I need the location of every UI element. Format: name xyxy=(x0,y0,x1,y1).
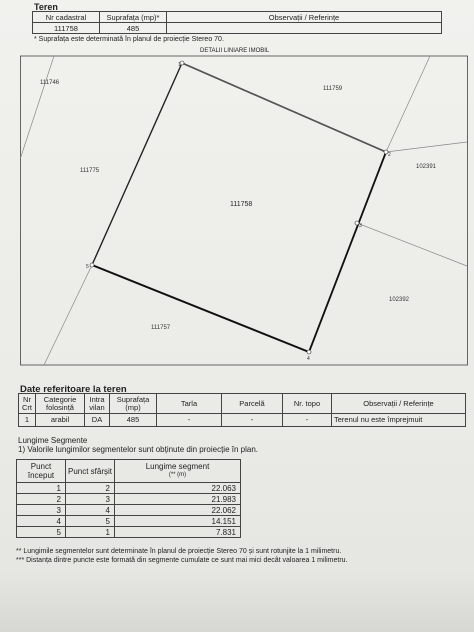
segments-header-length-label: Lungime segment xyxy=(145,462,210,471)
table-row xyxy=(17,494,241,505)
teren-cell-suprafata: 485 xyxy=(100,23,167,34)
neighbor-parcel-label: 111775 xyxy=(80,168,100,174)
segment-start: 2 xyxy=(17,494,66,505)
neighbor-parcel-label: 102392 xyxy=(389,297,410,303)
neighbor-parcel-label: 111757 xyxy=(151,325,171,331)
segment-end: 2 xyxy=(66,483,115,494)
segments-footnote-2: *** Distanța dintre puncte este formată din segmente cumulate ce sunt mai mici decât valoarea 1 milimetru. xyxy=(16,557,348,564)
table-row xyxy=(17,527,241,538)
land-header-tarla: Tarla xyxy=(157,394,222,414)
segment-length: 7.831 xyxy=(115,527,241,538)
segments-header-start: Punct început xyxy=(17,460,66,483)
segment-start: 1 xyxy=(17,483,66,494)
segments-heading: Lungime Segmente xyxy=(18,436,88,445)
point-number-label: 3 xyxy=(359,223,362,229)
segment-end: 3 xyxy=(66,494,115,505)
land-cell-nr-topo: - xyxy=(283,414,332,427)
teren-header-suprafata: Suprafața (mp)* xyxy=(100,12,167,23)
segments-header-unit: (** (m) xyxy=(168,472,187,478)
segments-header-length xyxy=(115,460,241,483)
neighbor-parcel-label: 111759 xyxy=(323,86,343,92)
land-cell-parcela: - xyxy=(222,414,283,427)
land-header-nr-topo: Nr. topo xyxy=(283,394,332,414)
neighbor-parcel-label: 111746 xyxy=(40,80,60,86)
land-cell-intravilan: DA xyxy=(85,414,110,427)
land-cell-tarla: - xyxy=(157,414,222,427)
table-row xyxy=(17,516,241,527)
land-data-table xyxy=(18,393,466,427)
segments-subtitle: 1) Valorile lungimilor segmentelor sunt obținute din proiecție în plan. xyxy=(18,445,258,454)
plan-caption: DETALII LINIARE IMOBIL xyxy=(200,48,270,54)
segment-length: 22.063 xyxy=(115,483,241,494)
land-cell-nr: 1 xyxy=(19,414,36,427)
vertex-marker xyxy=(307,350,311,354)
land-cell-categorie: arabil xyxy=(36,414,85,427)
parcel-plan xyxy=(20,48,468,366)
neighbor-parcel-label: 102391 xyxy=(416,164,437,170)
segments-table xyxy=(16,459,241,538)
segment-length: 22.062 xyxy=(115,505,241,516)
teren-table xyxy=(32,11,442,34)
segment-end: 5 xyxy=(66,516,115,527)
land-cell-suprafata: 485 xyxy=(110,414,157,427)
teren-heading: Teren xyxy=(34,2,58,12)
teren-cell-nr-cadastral: 111758 xyxy=(33,23,100,34)
land-header-nr: Nr Crt xyxy=(19,394,36,414)
land-header-parcela: Parcelă xyxy=(222,394,283,414)
land-header-observatii: Observații / Referințe xyxy=(332,394,466,414)
land-cell-observatii: Terenul nu este împrejmuit xyxy=(332,414,466,427)
teren-header-nr-cadastral: Nr cadastral xyxy=(33,12,100,23)
main-parcel-label: 111758 xyxy=(230,201,253,208)
land-header-intravilan: Intra vilan xyxy=(85,394,110,414)
segments-footnote-1: ** Lungimile segmentelor sunt determinate în planul de proiecție Stereo 70 și sunt rotunjite la 1 milimetru. xyxy=(16,548,342,555)
land-header-suprafata: Suprafața (mp) xyxy=(110,394,157,414)
segment-end: 1 xyxy=(66,527,115,538)
segment-length: 14.151 xyxy=(115,516,241,527)
segment-end: 4 xyxy=(66,505,115,516)
segments-header-end: Punct sfârșit xyxy=(66,460,115,483)
segment-start: 4 xyxy=(17,516,66,527)
point-number-label: 5 xyxy=(86,264,89,270)
segment-start: 5 xyxy=(17,527,66,538)
teren-header-observatii: Observații / Referințe xyxy=(167,12,442,23)
point-number-label: 4 xyxy=(307,356,310,362)
land-header-categorie: Categorie folosință xyxy=(36,394,85,414)
page-shadow xyxy=(0,570,474,632)
table-row xyxy=(17,505,241,516)
segment-start: 3 xyxy=(17,505,66,516)
segment-length: 21.983 xyxy=(115,494,241,505)
teren-cell-observatii xyxy=(167,23,442,34)
point-number-label: 1 xyxy=(178,62,181,68)
point-number-label: 2 xyxy=(388,152,391,158)
teren-note: * Suprafața este determinată în planul de proiecție Stereo 70. xyxy=(34,36,224,43)
table-row xyxy=(17,483,241,494)
land-data-heading: Date referitoare la teren xyxy=(20,384,127,395)
vertex-marker xyxy=(90,263,94,267)
